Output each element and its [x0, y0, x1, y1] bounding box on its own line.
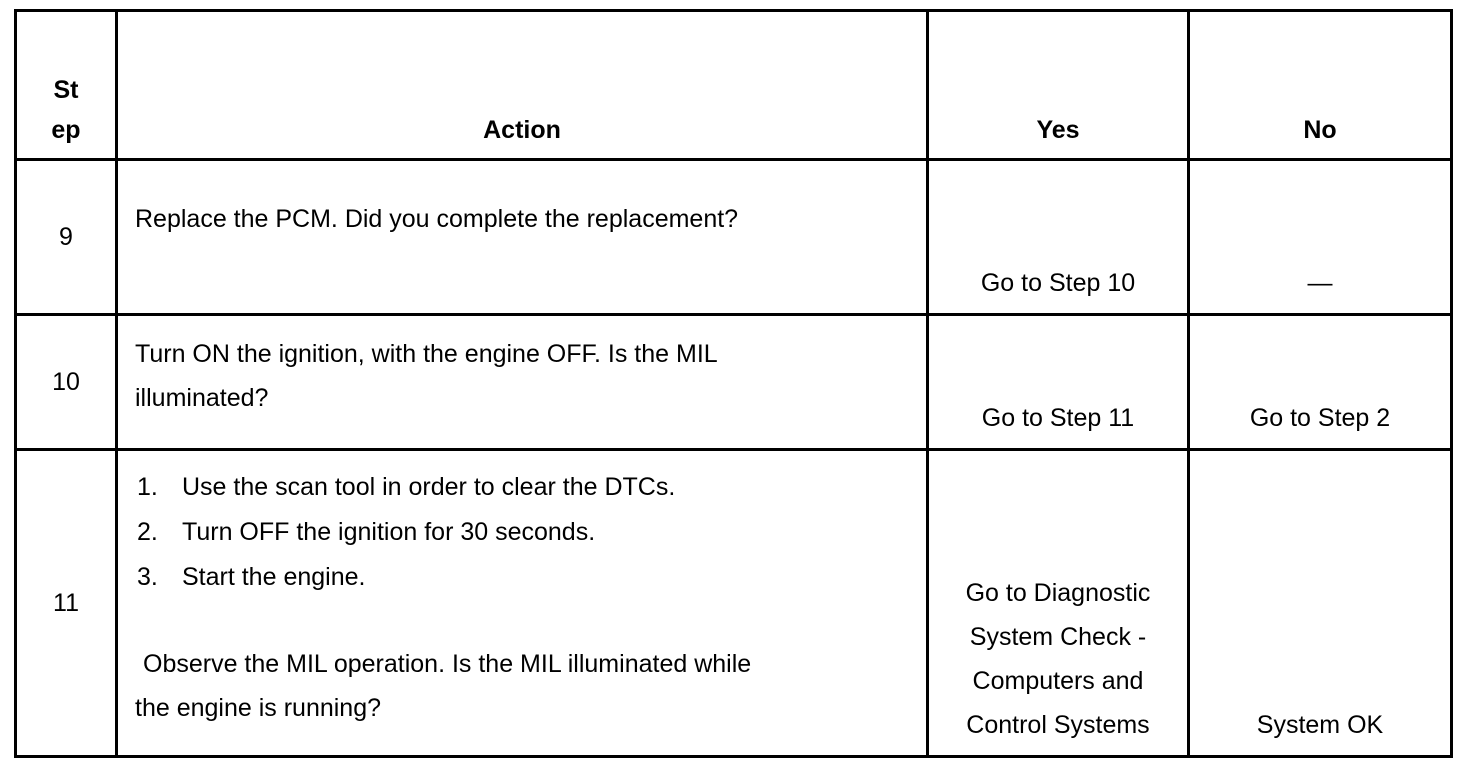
list-item: [135, 465, 926, 510]
yes-line: Control Systems: [966, 711, 1150, 739]
substep-number: 2.: [137, 518, 158, 546]
list-item: [135, 510, 926, 555]
observe-question: [135, 642, 926, 730]
column-header-step: [16, 11, 117, 160]
table-header-row: [16, 11, 1452, 160]
column-header-yes: Yes: [928, 11, 1189, 160]
substep-number: 3.: [137, 563, 158, 591]
action-text: Replace the PCM. Did you complete the replacement?: [117, 160, 928, 315]
no-link[interactable]: Go to Step 2: [1189, 315, 1452, 450]
substep-text: Use the scan tool in order to clear the DTCs.: [182, 473, 676, 501]
step-number: 9: [16, 160, 117, 315]
action-line: the engine is running?: [135, 694, 382, 722]
yes-link[interactable]: Go to Step 11: [928, 315, 1189, 450]
no-result: System OK: [1189, 450, 1452, 757]
substep-text: Turn OFF the ignition for 30 seconds.: [182, 518, 596, 546]
diagnostic-table: [14, 9, 1453, 758]
substep-list: [135, 465, 926, 600]
no-result: —: [1189, 160, 1452, 315]
list-item: [135, 555, 926, 600]
substep-text: Start the engine.: [182, 563, 366, 591]
yes-line: Go to Diagnostic: [965, 579, 1151, 607]
table-row: [16, 315, 1452, 450]
table-row: [16, 160, 1452, 315]
yes-link[interactable]: [928, 450, 1189, 757]
action-line: Turn ON the ignition, with the engine OFF. Is the MIL: [135, 340, 718, 368]
step-number: 11: [16, 450, 117, 757]
action-line: Observe the MIL operation. Is the MIL illuminated while: [143, 650, 752, 678]
action-text: [117, 450, 928, 757]
step-header-part1: St: [53, 76, 79, 104]
yes-line: Computers and: [972, 667, 1144, 695]
yes-line: System Check -: [969, 623, 1147, 651]
column-header-no: No: [1189, 11, 1452, 160]
action-text: [117, 315, 928, 450]
substep-number: 1.: [137, 473, 158, 501]
table-row: [16, 450, 1452, 757]
column-header-action: Action: [117, 11, 928, 160]
action-line: illuminated?: [135, 384, 269, 412]
yes-link[interactable]: Go to Step 10: [928, 160, 1189, 315]
step-header-part2: ep: [51, 116, 81, 144]
step-number: 10: [16, 315, 117, 450]
